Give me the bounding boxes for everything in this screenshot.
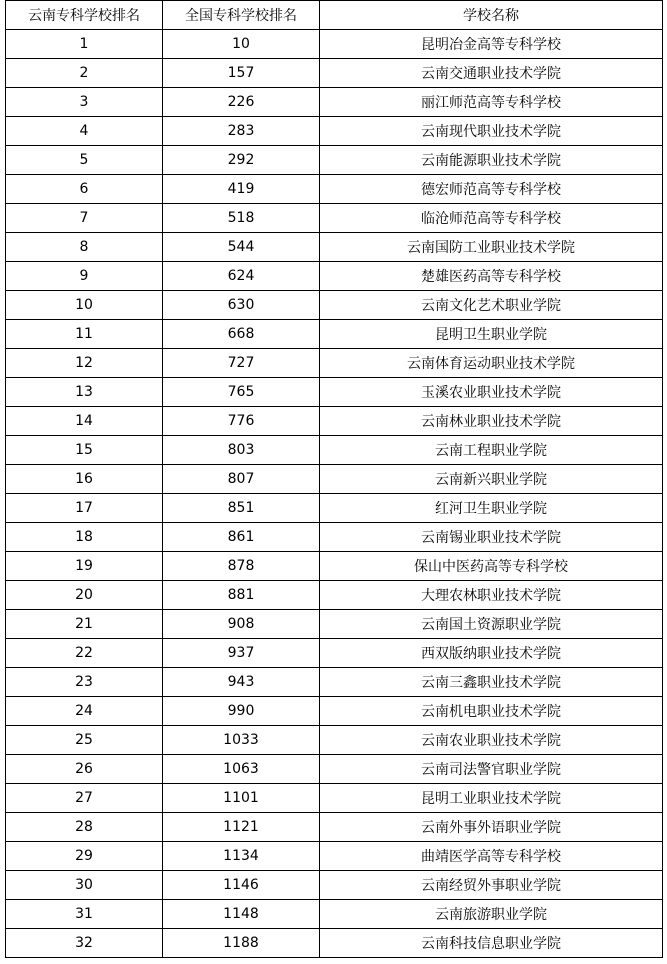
- school-name-cell: 云南旅游职业学院: [320, 900, 663, 929]
- school-name-cell: 大理农林职业技术学院: [320, 581, 663, 610]
- national-rank-cell: 624: [163, 262, 320, 291]
- national-rank-cell: 1101: [163, 784, 320, 813]
- school-name-cell: 云南能源职业技术学院: [320, 146, 663, 175]
- national-rank-cell: 878: [163, 552, 320, 581]
- national-rank-cell: 1121: [163, 813, 320, 842]
- yunnan-rank-cell: 6: [6, 175, 163, 204]
- table-row: [6, 320, 663, 349]
- yunnan-rank-cell: 21: [6, 610, 163, 639]
- yunnan-rank-cell: 24: [6, 697, 163, 726]
- school-name-cell: 云南现代职业技术学院: [320, 117, 663, 146]
- national-rank-cell: 10: [163, 30, 320, 59]
- school-name-cell: 西双版纳职业技术学院: [320, 639, 663, 668]
- table-row: [6, 88, 663, 117]
- national-rank-cell: 861: [163, 523, 320, 552]
- table-row: [6, 436, 663, 465]
- yunnan-rank-cell: 8: [6, 233, 163, 262]
- yunnan-rank-cell: 23: [6, 668, 163, 697]
- table-row: [6, 842, 663, 871]
- school-name-cell: 云南国土资源职业学院: [320, 610, 663, 639]
- table-row: [6, 639, 663, 668]
- table-row: [6, 291, 663, 320]
- national-rank-cell: 908: [163, 610, 320, 639]
- table-row: [6, 465, 663, 494]
- table-row: [6, 378, 663, 407]
- yunnan-rank-cell: 32: [6, 929, 163, 958]
- school-name-cell: 云南工程职业学院: [320, 436, 663, 465]
- school-name-cell: 云南体育运动职业技术学院: [320, 349, 663, 378]
- school-name-cell: 云南机电职业技术学院: [320, 697, 663, 726]
- school-name-cell: 云南经贸外事职业学院: [320, 871, 663, 900]
- national-rank-cell: 727: [163, 349, 320, 378]
- yunnan-rank-cell: 2: [6, 59, 163, 88]
- school-name-cell: 云南林业职业技术学院: [320, 407, 663, 436]
- school-name-cell: 云南交通职业技术学院: [320, 59, 663, 88]
- table-row: [6, 349, 663, 378]
- yunnan-rank-cell: 11: [6, 320, 163, 349]
- school-name-cell: 云南农业职业技术学院: [320, 726, 663, 755]
- national-rank-cell: 544: [163, 233, 320, 262]
- national-rank-cell: 1063: [163, 755, 320, 784]
- table-row: [6, 233, 663, 262]
- yunnan-rank-cell: 1: [6, 30, 163, 59]
- national-rank-cell: 943: [163, 668, 320, 697]
- header-yunnan-rank: 云南专科学校排名: [6, 1, 163, 30]
- table-row: [6, 697, 663, 726]
- school-name-cell: 德宏师范高等专科学校: [320, 175, 663, 204]
- school-name-cell: 云南外事外语职业学院: [320, 813, 663, 842]
- school-name-cell: 昆明冶金高等专科学校: [320, 30, 663, 59]
- table-row: [6, 117, 663, 146]
- table-row: [6, 668, 663, 697]
- yunnan-rank-cell: 18: [6, 523, 163, 552]
- national-rank-cell: 1148: [163, 900, 320, 929]
- national-rank-cell: 157: [163, 59, 320, 88]
- yunnan-rank-cell: 27: [6, 784, 163, 813]
- school-name-cell: 云南国防工业职业技术学院: [320, 233, 663, 262]
- national-rank-cell: 1134: [163, 842, 320, 871]
- yunnan-rank-cell: 26: [6, 755, 163, 784]
- yunnan-rank-cell: 16: [6, 465, 163, 494]
- school-name-cell: 云南文化艺术职业学院: [320, 291, 663, 320]
- table-row: [6, 784, 663, 813]
- table-row: [6, 552, 663, 581]
- school-name-cell: 云南三鑫职业技术学院: [320, 668, 663, 697]
- ranking-table: [5, 0, 663, 958]
- yunnan-rank-cell: 28: [6, 813, 163, 842]
- national-rank-cell: 990: [163, 697, 320, 726]
- school-name-cell: 昆明卫生职业学院: [320, 320, 663, 349]
- yunnan-rank-cell: 22: [6, 639, 163, 668]
- national-rank-cell: 226: [163, 88, 320, 117]
- school-name-cell: 保山中医药高等专科学校: [320, 552, 663, 581]
- school-name-cell: 临沧师范高等专科学校: [320, 204, 663, 233]
- yunnan-rank-cell: 9: [6, 262, 163, 291]
- school-name-cell: 丽江师范高等专科学校: [320, 88, 663, 117]
- national-rank-cell: 851: [163, 494, 320, 523]
- school-name-cell: 昆明工业职业技术学院: [320, 784, 663, 813]
- header-row: [6, 1, 663, 30]
- table-row: [6, 871, 663, 900]
- table-row: [6, 900, 663, 929]
- yunnan-rank-cell: 31: [6, 900, 163, 929]
- yunnan-rank-cell: 10: [6, 291, 163, 320]
- national-rank-cell: 518: [163, 204, 320, 233]
- school-name-cell: 云南司法警官职业学院: [320, 755, 663, 784]
- header-school-name: 学校名称: [320, 1, 663, 30]
- table-row: [6, 929, 663, 958]
- table-row: [6, 407, 663, 436]
- national-rank-cell: 807: [163, 465, 320, 494]
- yunnan-rank-cell: 25: [6, 726, 163, 755]
- national-rank-cell: 803: [163, 436, 320, 465]
- yunnan-rank-cell: 5: [6, 146, 163, 175]
- yunnan-rank-cell: 7: [6, 204, 163, 233]
- national-rank-cell: 630: [163, 291, 320, 320]
- national-rank-cell: 1146: [163, 871, 320, 900]
- national-rank-cell: 419: [163, 175, 320, 204]
- yunnan-rank-cell: 4: [6, 117, 163, 146]
- table-row: [6, 494, 663, 523]
- school-name-cell: 云南科技信息职业学院: [320, 929, 663, 958]
- national-rank-cell: 292: [163, 146, 320, 175]
- yunnan-rank-cell: 30: [6, 871, 163, 900]
- yunnan-rank-cell: 3: [6, 88, 163, 117]
- table-row: [6, 726, 663, 755]
- table-row: [6, 755, 663, 784]
- school-name-cell: 玉溪农业职业技术学院: [320, 378, 663, 407]
- yunnan-rank-cell: 17: [6, 494, 163, 523]
- table-row: [6, 30, 663, 59]
- table-row: [6, 175, 663, 204]
- yunnan-rank-cell: 29: [6, 842, 163, 871]
- school-name-cell: 曲靖医学高等专科学校: [320, 842, 663, 871]
- yunnan-rank-cell: 14: [6, 407, 163, 436]
- yunnan-rank-cell: 13: [6, 378, 163, 407]
- school-name-cell: 楚雄医药高等专科学校: [320, 262, 663, 291]
- national-rank-cell: 765: [163, 378, 320, 407]
- table-row: [6, 581, 663, 610]
- header-national-rank: 全国专科学校排名: [163, 1, 320, 30]
- school-name-cell: 云南锡业职业技术学院: [320, 523, 663, 552]
- national-rank-cell: 1033: [163, 726, 320, 755]
- table-row: [6, 59, 663, 88]
- table-row: [6, 523, 663, 552]
- national-rank-cell: 283: [163, 117, 320, 146]
- yunnan-rank-cell: 15: [6, 436, 163, 465]
- yunnan-rank-cell: 20: [6, 581, 163, 610]
- school-name-cell: 云南新兴职业学院: [320, 465, 663, 494]
- table-row: [6, 146, 663, 175]
- national-rank-cell: 1188: [163, 929, 320, 958]
- table-row: [6, 610, 663, 639]
- table-body: [6, 30, 663, 958]
- table-row: [6, 204, 663, 233]
- table-row: [6, 262, 663, 291]
- national-rank-cell: 937: [163, 639, 320, 668]
- national-rank-cell: 668: [163, 320, 320, 349]
- yunnan-rank-cell: 19: [6, 552, 163, 581]
- national-rank-cell: 776: [163, 407, 320, 436]
- yunnan-rank-cell: 12: [6, 349, 163, 378]
- table-row: [6, 813, 663, 842]
- national-rank-cell: 881: [163, 581, 320, 610]
- school-name-cell: 红河卫生职业学院: [320, 494, 663, 523]
